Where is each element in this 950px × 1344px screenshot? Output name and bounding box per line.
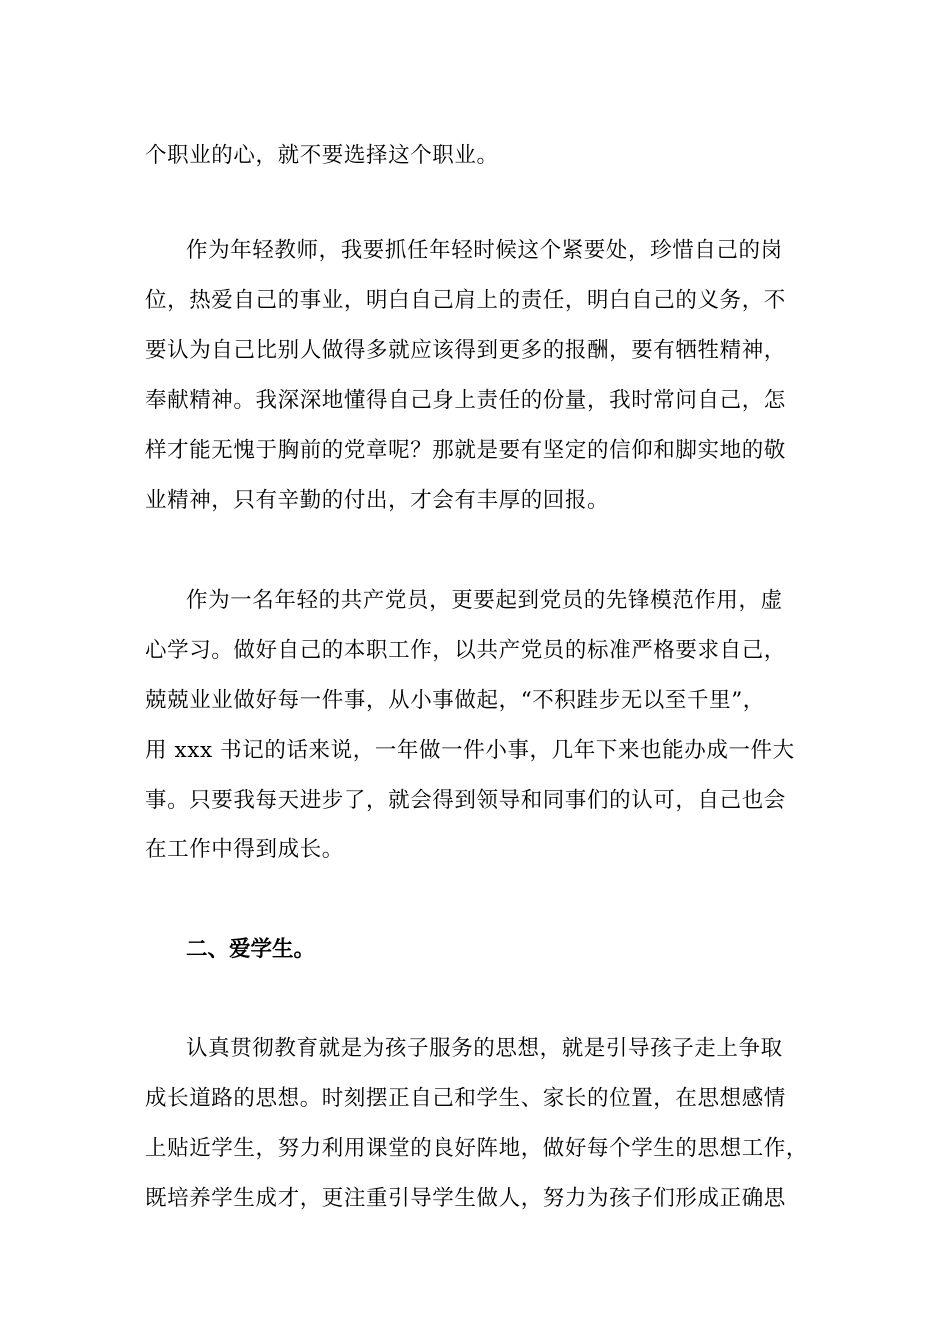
paragraph-line: 作为年轻教师，我要抓任年轻时候这个紧要处，珍惜自己的岗 (186, 238, 783, 263)
paragraph-line: 成长道路的思想。时刻摆正自己和学生、家长的位置，在思想感情 (145, 1086, 786, 1111)
paragraph-line: 业精神，只有辛勤的付出，才会有丰厚的回报。 (145, 488, 610, 513)
paragraph-line: 位，热爱自己的事业，明白自己肩上的责任，明白自己的义务，不 (145, 288, 786, 313)
paragraph-line: 用 xxx 书记的话来说，一年做一件小事，几年下来也能办成一件大 (145, 738, 795, 763)
paragraph-line: 兢兢业业做好每一件事，从小事做起，“不积跬步无以至千里”， (145, 688, 765, 713)
paragraph-line: 要认为自己比别人做得多就应该得到更多的报酬，要有牺牲精神， (145, 338, 786, 363)
paragraph-line: 既培养学生成才，更注重引导学生做人，努力为孩子们形成正确思 (145, 1186, 786, 1211)
paragraph-line: 作为一名年轻的共产党员，更要起到党员的先锋模范作用，虚 (186, 588, 783, 613)
paragraph-line: 在工作中得到成长。 (145, 837, 344, 862)
paragraph-line: 认真贯彻教育就是为孩子服务的思想，就是引导孩子走上争取 (186, 1036, 783, 1061)
paragraph-line: 上贴近学生，努力利用课堂的良好阵地，做好每个学生的思想工作， (145, 1136, 809, 1161)
paragraph-line: 心学习。做好自己的本职工作，以共产党员的标准严格要求自己， (145, 638, 786, 663)
paragraph-line: 奉献精神。我深深地懂得自己身上责任的份量，我时常问自己，怎 (145, 388, 786, 413)
paragraph-line: 个职业的心，就不要选择这个职业。 (145, 143, 499, 168)
paragraph-line: 事。只要我每天进步了，就会得到领导和同事们的认可，自己也会 (145, 788, 786, 813)
paragraph-line: 样才能无愧于胸前的党章呢？那就是要有坚定的信仰和脚实地的敬 (145, 438, 786, 463)
section-heading: 二、爱学生。 (186, 937, 316, 962)
